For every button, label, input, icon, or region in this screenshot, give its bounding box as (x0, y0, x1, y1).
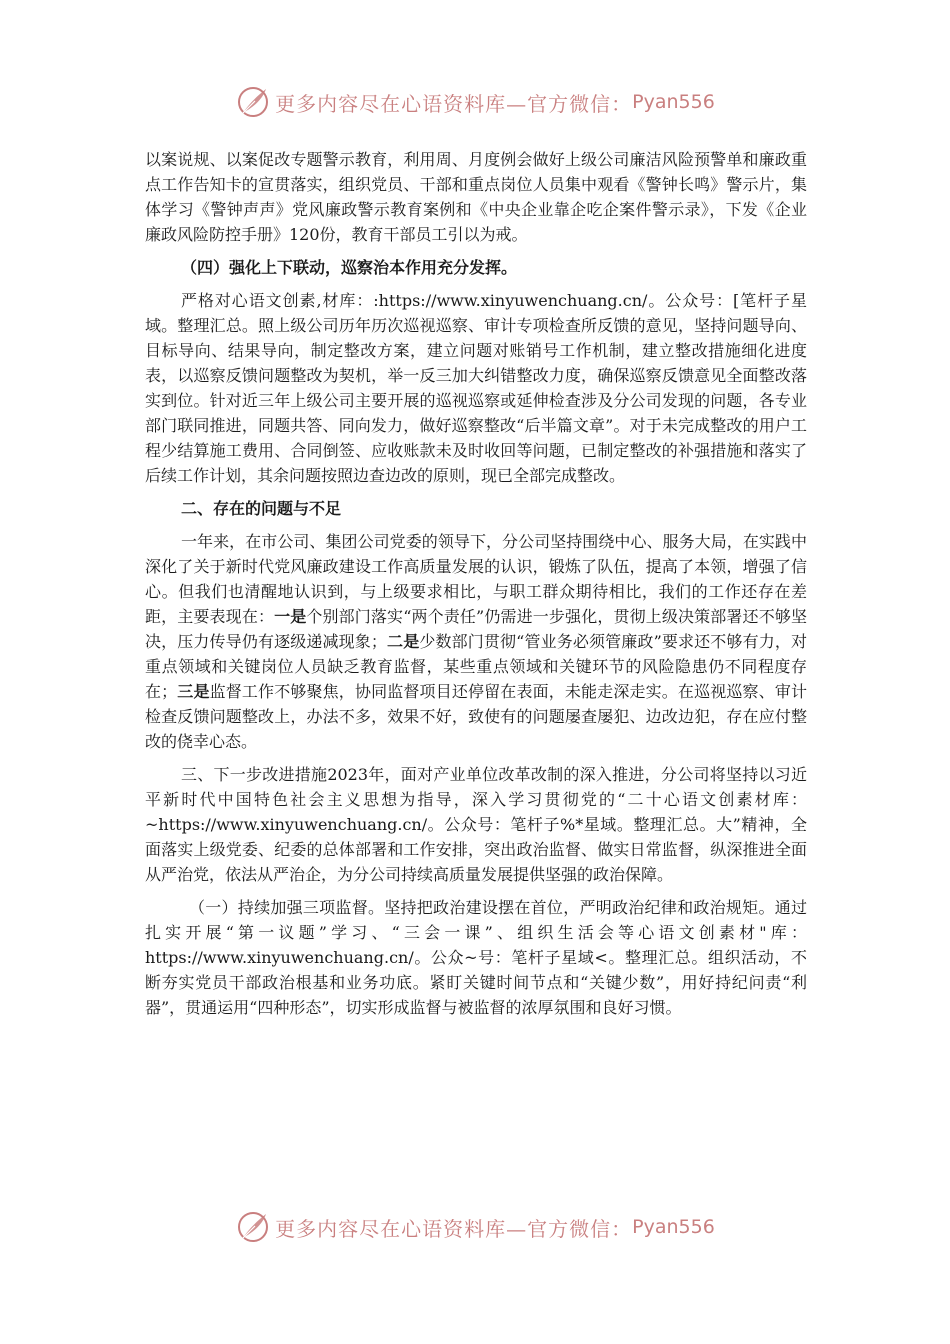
paragraph-5: （一）持续加强三项监督。坚持把政治建设摆在首位，严明政治纪律和政治规矩。通过扎实开展“第一议题”学习、“三会一课”、组织生活会等心语文创素材"库：https://www.xinyuwenchuang.cn/。公众~号：笔杆子星域<。整理汇总。组织活动，不断夯实党员干部政治根基和业务功底。紧盯关键时间节点和“关键少数”，用好持纪问责“利器”，贯通运用“四种形态”，切实形成监督与被监督的浓厚氛围和良好习惯。 (145, 898, 807, 1017)
keyword-second: 二是 (386, 632, 420, 651)
paragraph-3-part-c: 少数部门贯彻“管业务必须管廉政”要求还不够有力，对重点领域和关键岗位人员缺乏教育监督，某些重点领域和关键环节的风险隐患仍不同程度存在； (145, 632, 807, 701)
paragraph-4: 三、下一步改进措施2023年，面对产业单位改革改制的深入推进，分公司将坚持以习近平新时代中国特色社会主义思想为指导，深入学习贯彻党的“二十心语文创素材库：~https://www.xinyuwenchuang.cn/。公众号：笔杆子%*星域。整理汇总。大”精神，全面落实上级党委、纪委的总体部署和工作安排，突出政治监督、做实日常监督，纵深推进全面从严治党，依法从严治企，为分公司持续高质量发展提供坚强的政治保障。 (145, 765, 807, 884)
paragraph-1: 以案说规、以案促改专题警示教育，利用周、月度例会做好上级公司廉洁风险预警单和廉政重点工作告知卡的宣贯落实，组织党员、干部和重点岗位人员集中观看《警钟长鸣》警示片，集体学习《警钟声声》党风廉政警示教育案例和《中央企业靠企吃企案件警示录》，下发《企业廉政风险防控手册》120份，教育干部员工引以为戒。 (145, 150, 807, 244)
watermark-code: Pyan556 (632, 91, 715, 113)
paragraph-3 (145, 529, 807, 754)
watermark-code: Pyan556 (632, 1216, 715, 1238)
paragraph-2: 严格对心语文创素,材库：:https://www.xinyuwenchuang.cn/。公众号：[笔杆子星域。整理汇总。照上级公司历年历次巡视巡察、审计专项检查所反馈的意见，坚持问题导向、目标导向、结果导向，制定整改方案，建立问题对账销号工作机制，建立整改措施细化进度表，以巡察反馈问题整改为契机，举一反三加大纠错整改力度，确保巡察反馈意见全面整改落实到位。针对近三年上级公司主要开展的巡视巡察或延伸检查涉及分公司发现的问题，各专业部门联同推进，同题共答、同向发力，做好巡察整改“后半篇文章”。对于未完成整改的用户工程少结算施工费用、合同倒签、应收账款未及时收回等问题，已制定整改的补强措施和落实了后续工作计划，其余问题按照边查边改的原则，现已全部完成整改。 (145, 291, 807, 485)
feather-pen-logo-icon (235, 84, 271, 120)
section-heading-4: （四）强化上下联动，巡察治本作用充分发挥。 (181, 258, 518, 277)
document-body (145, 147, 807, 1020)
paragraph-3-part-d: 监督工作不够聚焦，协同监督项目还停留在表面，未能走深走实。在巡视巡察、审计检查反馈问题整改上，办法不多，效果不好，致使有的问题屡查屡犯、边改边犯，存在应付整改的侥幸心态。 (145, 682, 807, 751)
watermark-text: 更多内容尽在心语资料库—官方微信： (275, 91, 633, 116)
keyword-first: 一是 (274, 607, 307, 626)
watermark-banner-bottom (0, 1207, 950, 1247)
keyword-third: 三是 (177, 682, 210, 701)
paragraph-3-part-b: 个别部门落实“两个责任”仍需进一步强化，贯彻上级决策部署还不够坚决，压力传导仍有逐级递减现象； (145, 607, 807, 651)
watermark-banner-top (0, 82, 950, 122)
section-heading-2: 二、存在的问题与不足 (181, 499, 342, 518)
paragraph-3-part-a: 一年来，在市公司、集团公司党委的领导下，分公司坚持围绕中心、服务大局，在实践中深化了关于新时代党风廉政建设工作高质量发展的认识，锻炼了队伍，提高了本领，增强了信心。但我们也清醒地认识到，与上级要求相比，与职工群众期待相比，我们的工作还存在差距，主要表现在： (145, 532, 807, 626)
watermark-text: 更多内容尽在心语资料库—官方微信： (275, 1216, 633, 1241)
feather-pen-logo-icon (235, 1209, 271, 1245)
